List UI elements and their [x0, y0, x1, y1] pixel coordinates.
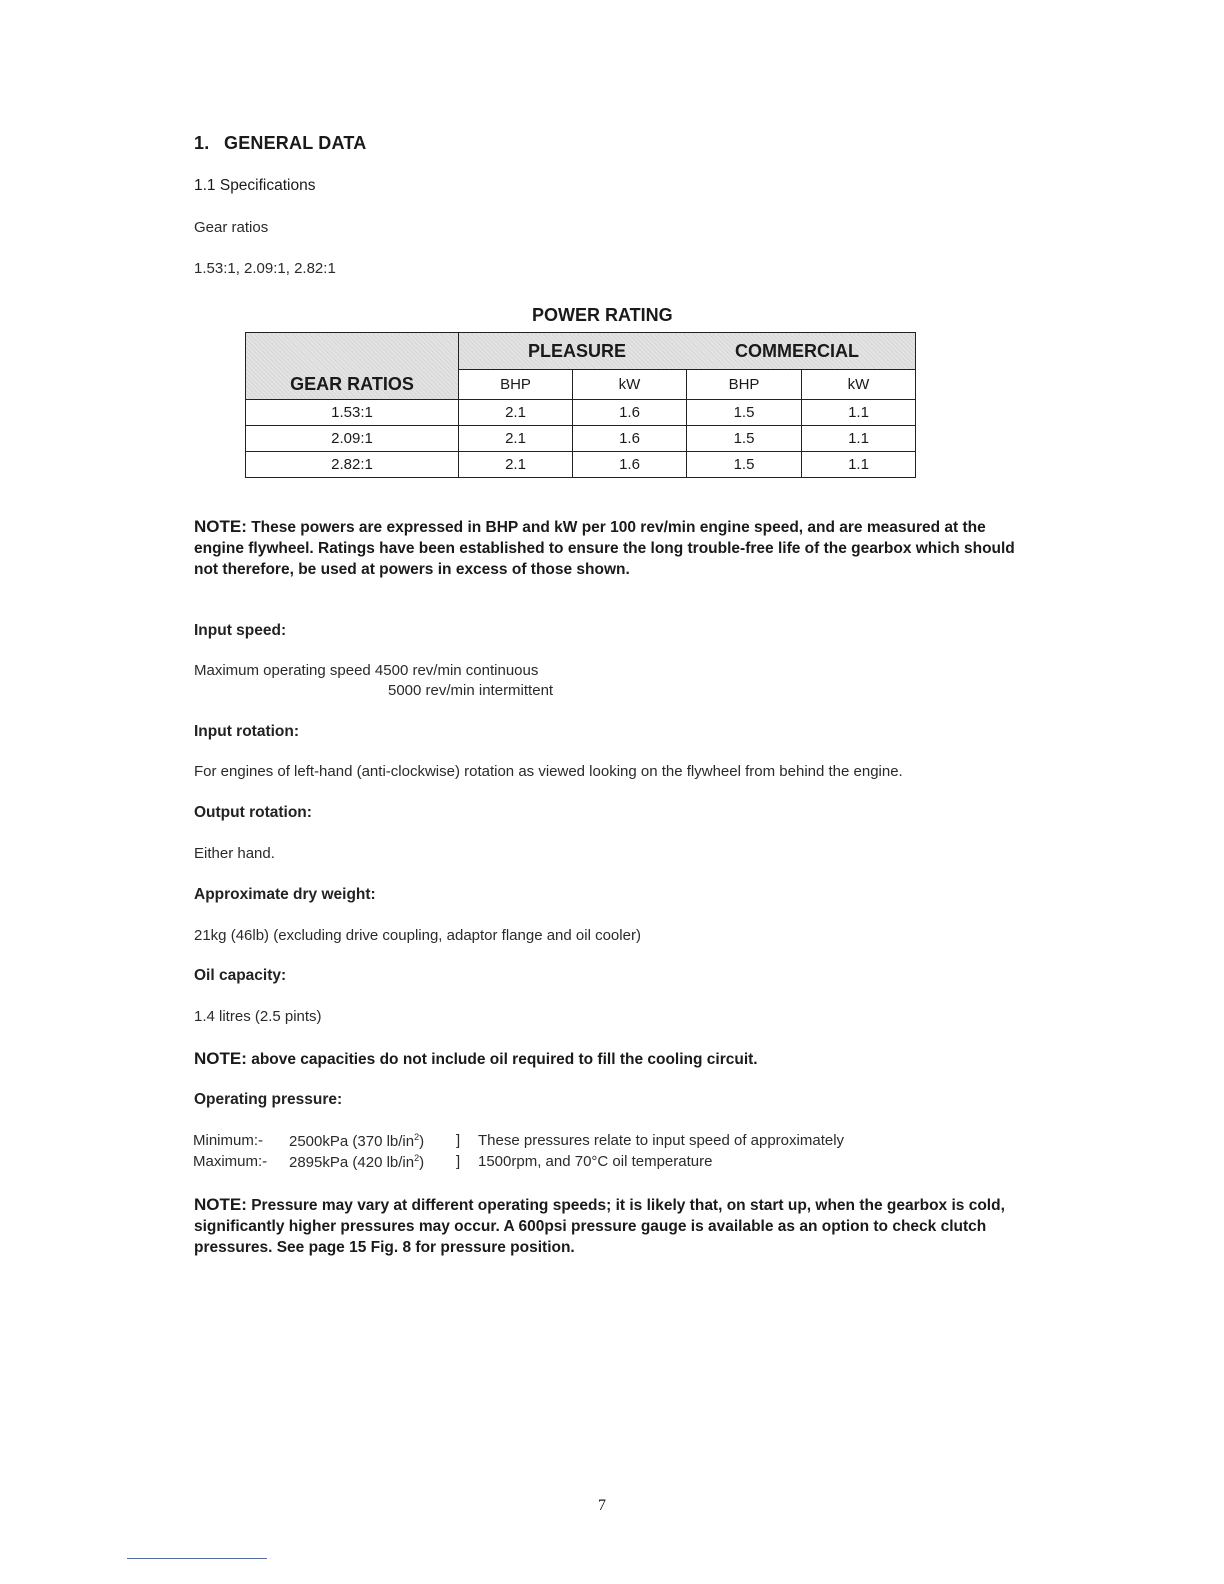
- commercial-kw-cell: 1.1: [802, 400, 916, 426]
- note-label: NOTE:: [194, 517, 247, 536]
- pleasure-kw-cell: 1.6: [573, 426, 687, 452]
- input-speed-label: Input speed:: [194, 622, 287, 639]
- pleasure-kw-cell: 1.6: [573, 452, 687, 478]
- section-number: 1.: [194, 133, 210, 153]
- pleasure-kw-header: kW: [573, 370, 687, 400]
- commercial-bhp-cell: 1.5: [687, 452, 802, 478]
- table-row: [246, 400, 916, 426]
- pressure-max-label: Maximum:-: [193, 1153, 268, 1170]
- oil-capacity-label: Oil capacity:: [194, 967, 287, 984]
- pressure-min-label: Minimum:-: [193, 1132, 263, 1149]
- output-rotation-text: Either hand.: [194, 845, 275, 862]
- pleasure-header: PLEASURE: [527, 340, 626, 361]
- commercial-bhp-header: BHP: [687, 370, 802, 400]
- commercial-bhp-cell: 1.5: [687, 400, 802, 426]
- gear-ratios-values: 1.53:1, 2.09:1, 2.82:1: [194, 260, 336, 277]
- note-text: above capacities do not include oil required to fill the cooling circuit.: [251, 1051, 758, 1068]
- note-capacity: [194, 1048, 1024, 1070]
- pressure-desc-line2: 1500rpm, and 70°C oil temperature: [478, 1153, 713, 1170]
- commercial-kw-cell: 1.1: [802, 426, 916, 452]
- pressure-desc-line1: These pressures relate to input speed of approximately: [478, 1132, 845, 1149]
- power-rating-table: [245, 332, 916, 478]
- section-heading: [194, 133, 366, 154]
- group-header-row: [459, 333, 916, 370]
- subsection-heading: 1.1 Specifications: [194, 177, 316, 194]
- oil-capacity-text: 1.4 litres (2.5 pints): [194, 1008, 322, 1025]
- pleasure-bhp-header: BHP: [459, 370, 573, 400]
- input-rotation-text: For engines of left-hand (anti-clockwise) rotation as viewed looking on the flywheel from behind the engine.: [194, 763, 903, 780]
- gear-ratio-cell: 1.53:1: [246, 400, 459, 426]
- note-pressure: [194, 1194, 1024, 1258]
- pressure-max-value: 2895kPa (420 $lb/in^2$): [289, 1153, 425, 1171]
- gear-ratio-cell: 2.82:1: [246, 452, 459, 478]
- gear-ratios-label: Gear ratios: [194, 219, 269, 236]
- footer-rule: [127, 1558, 267, 1559]
- note-label: NOTE:: [194, 1049, 247, 1068]
- pressure-min-value: 2500kPa (370 $lb/in^2$): [289, 1132, 425, 1150]
- input-speed-line1: Maximum operating speed 4500 rev/min continuous: [194, 662, 539, 679]
- note-label: NOTE:: [194, 1195, 247, 1214]
- pleasure-bhp-cell: 2.1: [459, 400, 573, 426]
- pleasure-bhp-cell: 2.1: [459, 452, 573, 478]
- pleasure-bhp-cell: 2.1: [459, 426, 573, 452]
- table-row: [246, 452, 916, 478]
- table-row: [246, 426, 916, 452]
- section-title: GENERAL DATA: [224, 133, 367, 153]
- commercial-kw-header: kW: [802, 370, 916, 400]
- gear-ratios-header: GEAR RATIOS: [246, 333, 459, 400]
- bracket: ]: [456, 1132, 461, 1149]
- page-number: 7: [598, 1497, 606, 1514]
- commercial-kw-cell: 1.1: [802, 452, 916, 478]
- output-rotation-label: Output rotation:: [194, 804, 312, 821]
- pleasure-kw-cell: 1.6: [573, 400, 687, 426]
- power-rating-title: POWER RATING: [532, 305, 673, 325]
- input-speed-line2: 5000 rev/min intermittent: [388, 682, 554, 699]
- gear-ratio-cell: 2.09:1: [246, 426, 459, 452]
- note-text: These powers are expressed in BHP and kW per 100 rev/min engine speed, and are measured at the engine flywheel. Ratings have been established to ensure the long trouble-free life of the gearbox which should not therefore, be used at powers in excess of those shown.: [194, 519, 1015, 578]
- note-text: Pressure may vary at different operating speeds; it is likely that, on start up, when the gearbox is cold, significantly higher pressures may occur. A 600psi pressure gauge is available as an option to check clutch pressures. See page 15 Fig. 8 for pressure position.: [194, 1197, 1005, 1256]
- note-power: [194, 516, 1024, 580]
- dry-weight-text: 21kg (46lb) (excluding drive coupling, adaptor flange and oil cooler): [194, 927, 641, 944]
- operating-pressure-label: Operating pressure:: [194, 1091, 343, 1108]
- commercial-bhp-cell: 1.5: [687, 426, 802, 452]
- input-rotation-label: Input rotation:: [194, 723, 300, 740]
- bracket: ]: [456, 1153, 461, 1170]
- commercial-header: COMMERCIAL: [735, 340, 859, 361]
- dry-weight-label: Approximate dry weight:: [194, 886, 376, 903]
